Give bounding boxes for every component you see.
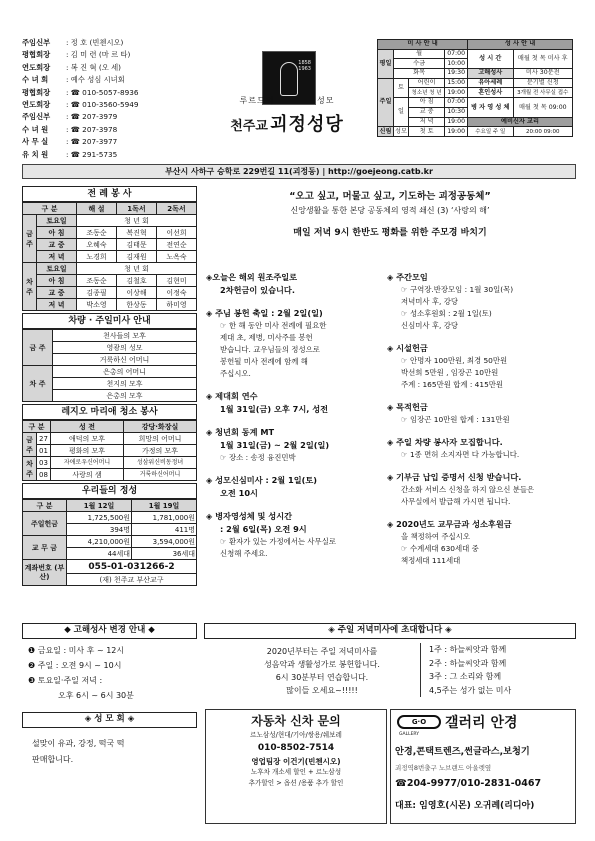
mass-schedule-table bbox=[377, 39, 573, 137]
car-ad-brands: 르노삼성/현대/기아/쌍용/쉐보레 bbox=[250, 731, 342, 739]
lourdes-caption bbox=[222, 95, 352, 106]
address-bar: 부산시 사하구 승학로 229번길 11(괴정동) | http://goejeong.catb.kr bbox=[22, 164, 576, 179]
notice-line: 2차헌금이 있습니다. bbox=[220, 285, 295, 295]
headline-quote: “오고 싶고, 머물고 싶고, 기도하는 괴정공동체” bbox=[289, 191, 491, 202]
cleaning-next-week-label: 차 주 bbox=[23, 457, 37, 481]
notice-item bbox=[387, 436, 577, 461]
notice-detail: 주계 : 165만원 합계 : 415만원 bbox=[401, 380, 504, 389]
notice-line: 1월 31일(금) 오후 7시, 성전 bbox=[220, 404, 329, 414]
staff-row bbox=[22, 99, 197, 111]
weekday-time-0: 07:00 bbox=[445, 49, 468, 59]
sun-mass-name-1: 교 중 bbox=[408, 107, 444, 117]
invite-line: 많이들 오세요~!!!!! bbox=[286, 686, 358, 695]
staff-row bbox=[22, 49, 197, 61]
notice-item bbox=[206, 474, 381, 500]
notice-item bbox=[387, 518, 577, 567]
headline-main: 매일 저녁 9시 한반도 평화를 위한 주모경 바치기 bbox=[293, 228, 487, 238]
notice-line: 1월 31일(금) ~ 2월 2일(일) bbox=[220, 440, 330, 450]
liturgy-cell: 김종필 bbox=[77, 287, 117, 299]
notice-item bbox=[206, 510, 381, 560]
liturgy-sat-value: 청 년 회 bbox=[77, 263, 197, 275]
confession-change-title: ◆ 고해성사 변경 안내 ◆ bbox=[22, 623, 197, 639]
staff-role: 주임신부 bbox=[22, 112, 51, 122]
confession-line: 오후 6시 ~ 6시 30분 bbox=[58, 691, 134, 700]
liturgy-cell: 김재원 bbox=[117, 251, 157, 263]
vehicle-line: 천지의 모후 bbox=[53, 378, 197, 390]
sun-mass-time-2: 19:00 bbox=[445, 117, 468, 127]
notice-item bbox=[206, 390, 381, 416]
gallery-owners: 대표: 임영호(시몬) 오귀례(리디아) bbox=[395, 801, 535, 811]
vehicle-next-week-label: 차 주 bbox=[23, 366, 53, 402]
finance-count: 394명 bbox=[67, 524, 132, 536]
liturgy-row-name: 저 녁 bbox=[37, 251, 77, 263]
confession-change-body bbox=[22, 639, 197, 707]
mothers-society-title: ◈ 성 모 회 ◈ bbox=[22, 712, 197, 728]
cleaning-col-1: 성 전 bbox=[51, 421, 124, 433]
cleaning-col-0: 구 분 bbox=[23, 421, 51, 433]
vehicle-table bbox=[22, 329, 197, 402]
liturgy-col-2: 1독서 bbox=[117, 203, 157, 215]
staff-row bbox=[22, 111, 197, 123]
cleaning-cell: 거룩하신어머니 bbox=[124, 469, 197, 481]
notice-item bbox=[206, 271, 381, 297]
account-holder: (재) 천주교 부산교구 bbox=[67, 574, 197, 586]
notice-detail: ☞ 임장곤 10만원 합계 : 131만원 bbox=[401, 415, 510, 424]
sunday-day-label: 일 bbox=[394, 98, 409, 127]
sacrament-info-2: 분기별 신청 bbox=[513, 78, 572, 88]
confession-line: ❶ 금요일 : 미사 후 ~ 12시 bbox=[28, 646, 125, 655]
notice-item bbox=[206, 426, 381, 464]
sun-mass-time-0: 07:00 bbox=[445, 98, 468, 108]
staff-row bbox=[22, 149, 197, 161]
gallery-title: 갤러리 안경 bbox=[445, 715, 518, 731]
notice-title: ◈ 주님 봉헌 축일 : 2월 2일(일) bbox=[206, 308, 323, 318]
invite-title: ◈ 주일 저녁미사에 초대합니다 ◈ bbox=[204, 623, 576, 639]
liturgy-cell: 김철호 bbox=[117, 275, 157, 287]
notice-title: ◈ 제대회 연수 bbox=[206, 391, 258, 401]
finance-col-2: 1월 19일 bbox=[132, 500, 197, 512]
staff-row bbox=[22, 37, 197, 49]
liturgy-cell: 조동순 bbox=[77, 275, 117, 287]
notice-detail: 신심미사 후, 강당 bbox=[401, 321, 459, 330]
mothers-society-box bbox=[22, 712, 197, 776]
notice-title: ◈ 기부금 납입 증명서 신청 받습니다. bbox=[387, 472, 522, 482]
staff-role: 연도회장 bbox=[22, 62, 51, 72]
notice-title: ◈ 주일 차량 봉사자 모집합니다. bbox=[387, 437, 503, 447]
invite-line: 2020년부터는 주일 저녁미사를 bbox=[266, 647, 378, 656]
finance-table bbox=[22, 499, 197, 586]
staff-role: 수 녀 원 bbox=[22, 124, 49, 134]
liturgy-cell: 박소영 bbox=[77, 299, 117, 311]
staff-row bbox=[22, 124, 197, 136]
confession-line: ❸ 토요일·주일 저녁 : bbox=[28, 676, 103, 685]
car-dealer-ad bbox=[205, 709, 387, 824]
staff-value: : ☎ 291-5735 bbox=[66, 149, 118, 159]
mothers-society-body bbox=[22, 728, 197, 776]
liturgy-row-name: 교 중 bbox=[37, 287, 77, 299]
liturgy-cell: 김태문 bbox=[117, 239, 157, 251]
weekday-label: 평일 bbox=[378, 49, 394, 78]
notice-detail: ☞ 장소 : 송정 융진민박 bbox=[220, 453, 296, 462]
weekday-time-2: 19:30 bbox=[445, 69, 468, 79]
devotion-time: 19:00 bbox=[445, 127, 468, 137]
notice-item bbox=[387, 342, 577, 391]
vehicle-title: 차량 · 주일미사 안내 bbox=[22, 313, 197, 329]
sacrament-info-4: 매월 첫 목 09:00 bbox=[513, 98, 572, 117]
finance-amount: 4,210,000원 bbox=[67, 536, 132, 548]
staff-value: : ☎ 010-3560-5949 bbox=[66, 100, 139, 110]
logo-year-bottom: 1963 bbox=[298, 66, 311, 72]
staff-role: 사 무 실 bbox=[22, 137, 49, 147]
liturgy-col-1: 해 설 bbox=[77, 203, 117, 215]
liturgy-sat-name: 토요일 bbox=[37, 215, 77, 227]
cleaning-cell: 자애로우신어머니 bbox=[51, 457, 124, 469]
notice-detail: 책정세대 111세대 bbox=[401, 556, 461, 565]
notice-detail: ☞ 환자가 있는 가정에서는 사무실로 bbox=[220, 537, 336, 546]
liturgy-sat-value: 청 년 회 bbox=[77, 215, 197, 227]
finance-col-1: 1월 12일 bbox=[67, 500, 132, 512]
cleaning-table bbox=[22, 420, 197, 481]
cleaning-no: 08 bbox=[37, 469, 51, 481]
staff-role: 평협회장 bbox=[22, 87, 51, 97]
car-ad-manager: 영업팀장 이건기(빈첸시오) bbox=[251, 757, 341, 766]
liturgy-cell: 전연순 bbox=[157, 239, 197, 251]
sat-mass-time-1: 19:00 bbox=[445, 88, 468, 98]
devotion-sub: 성모 bbox=[395, 127, 407, 135]
notice-title: ◈오늘은 해외 원조주일로 bbox=[206, 272, 298, 282]
logo-years bbox=[298, 60, 311, 72]
optician-ad bbox=[390, 709, 576, 824]
cleaning-cell: 사랑의 샘 bbox=[51, 469, 124, 481]
sun-mass-name-0: 아 침 bbox=[408, 98, 444, 108]
news-right-column bbox=[387, 271, 577, 577]
notice-title: ◈ 병자영성체 및 성시간 bbox=[206, 511, 293, 521]
parish-prefix: 천주교 bbox=[230, 119, 268, 134]
vehicle-line: 은총의 어머니 bbox=[53, 366, 197, 378]
liturgy-col-0: 구 분 bbox=[23, 203, 77, 215]
finance-col-0: 구 분 bbox=[23, 500, 67, 512]
staff-value: : ☎ 207-3978 bbox=[66, 124, 118, 134]
saturday-label: 토 bbox=[394, 78, 409, 97]
sun-mass-time-1: 10:30 bbox=[445, 107, 468, 117]
invite-week: 2주 : 하늘씨앗과 함께 bbox=[429, 658, 507, 668]
notice-detail: 봉헌될 미사 전례에 함께 해 bbox=[220, 357, 308, 366]
vehicle-line: 천사들의 모후 bbox=[53, 330, 197, 342]
notice-detail: ☞ 구역장.반장모임 : 1월 30일(목) bbox=[401, 285, 514, 294]
devotion-label: 신림 bbox=[378, 127, 394, 137]
notice-detail: ☞ 안명자 100만원, 최경 50만원 bbox=[401, 356, 508, 365]
sunday-label: 주일 bbox=[378, 78, 394, 126]
catechumen-time: 20:00 09:00 bbox=[513, 127, 572, 137]
gallery-products: 안경,콘택트렌즈,썬글라스,보청기 bbox=[395, 746, 530, 757]
notice-detail: 박선희 5만원 , 임장곤 10만원 bbox=[401, 368, 499, 377]
sacrament-info-1: 미사 30분전 bbox=[513, 69, 572, 79]
our-lady-figure-icon bbox=[280, 62, 298, 96]
sacrament-name-0: 성 시 간 bbox=[468, 49, 513, 68]
liturgy-cell: 복진혁 bbox=[117, 227, 157, 239]
invite-week: 4,5주는 성가 없는 미사 bbox=[429, 685, 512, 695]
weekday-day-0: 월 bbox=[394, 49, 445, 59]
catechumen-day: 수요일 주 일 bbox=[468, 127, 513, 137]
confession-line: ❷ 주일 : 오전 9시 ~ 10시 bbox=[28, 661, 122, 670]
cleaning-cell: 가정의 모후 bbox=[124, 445, 197, 457]
notice-detail: 저녁미사 후, 강당 bbox=[401, 297, 459, 306]
staff-value: : 복 진 혁 (오 세) bbox=[66, 62, 121, 72]
parish-title: 괴정성당 bbox=[270, 114, 344, 135]
cleaning-cell: 성삼위신비동정녀 bbox=[124, 457, 197, 469]
notice-item bbox=[387, 401, 577, 426]
invite-line: 6시 30분부터 연습합니다. bbox=[275, 673, 369, 682]
gallery-logo-sub: GALLERY bbox=[399, 732, 420, 737]
liturgy-cell: 이정숙 bbox=[157, 287, 197, 299]
liturgy-table bbox=[22, 202, 197, 311]
cleaning-cell: 평화의 모후 bbox=[51, 445, 124, 457]
logo-year-top: 1858 bbox=[298, 60, 311, 66]
liturgy-cell: 조동순 bbox=[77, 227, 117, 239]
finance-count: 44세대 bbox=[67, 548, 132, 560]
weekday-time-1: 10:00 bbox=[445, 59, 468, 69]
mass-guide-header: 미 사 안 내 bbox=[378, 40, 468, 50]
sat-mass-time-0: 15:00 bbox=[445, 78, 468, 88]
invite-right bbox=[420, 643, 570, 697]
liturgy-cell: 하미영 bbox=[157, 299, 197, 311]
staff-directory bbox=[22, 37, 197, 161]
liturgy-cell: 이선희 bbox=[157, 227, 197, 239]
staff-value: : 예수 성심 시녀회 bbox=[66, 75, 125, 85]
weekday-day-1: 수금 bbox=[394, 59, 445, 69]
finance-amount: 3,594,000원 bbox=[132, 536, 197, 548]
liturgy-sat-name: 토요일 bbox=[37, 263, 77, 275]
cleaning-no: 03 bbox=[37, 457, 51, 469]
finance-amount: 1,725,500원 bbox=[67, 512, 132, 524]
cleaning-title: 레지오 마리애 청소 봉사 bbox=[22, 404, 197, 420]
liturgy-col-3: 2독서 bbox=[157, 203, 197, 215]
sacrament-info-0: 매월 첫 목 미사 후 bbox=[513, 49, 572, 68]
gallery-logo: G·O bbox=[397, 715, 441, 729]
staff-value: : ☎ 207-3979 bbox=[66, 112, 118, 122]
notice-item bbox=[387, 271, 577, 332]
sacrament-name-4: 병 자 영 성 체 bbox=[468, 98, 513, 117]
notice-detail: 사무실에서 발급해 가시면 됩니다. bbox=[401, 497, 511, 506]
staff-value: : 김 미 련 (마 르 타) bbox=[66, 50, 131, 60]
liturgy-cell: 노경희 bbox=[77, 251, 117, 263]
liturgy-cell: 오혜숙 bbox=[77, 239, 117, 251]
staff-role: 수 녀 회 bbox=[22, 75, 49, 85]
finance-row-name: 교 무 금 bbox=[23, 536, 67, 560]
notice-detail: 주십시오. bbox=[220, 369, 251, 378]
liturgy-row-name: 교 중 bbox=[37, 239, 77, 251]
invite-left bbox=[222, 645, 422, 697]
mothers-society-line: 판매합니다. bbox=[32, 755, 74, 764]
news-left-column bbox=[206, 271, 381, 570]
cleaning-cell: 희망의 어머니 bbox=[124, 433, 197, 445]
liturgy-row-name: 아 침 bbox=[37, 275, 77, 287]
car-ad-note-1: 노후차 개소세 할인 + 르노삼성 bbox=[250, 768, 342, 776]
cleaning-no: 01 bbox=[37, 445, 51, 457]
notice-title: ◈ 2020년도 교무금과 성소후원금 bbox=[387, 519, 512, 529]
headline-block bbox=[204, 190, 576, 240]
liturgy-cell: 한상동 bbox=[117, 299, 157, 311]
cleaning-no: 27 bbox=[37, 433, 51, 445]
finance-row-name: 주일헌금 bbox=[23, 512, 67, 536]
finance-amount: 1,781,000원 bbox=[132, 512, 197, 524]
notice-detail: 신청해 주세요. bbox=[220, 549, 268, 558]
weekday-day-2: 화목 bbox=[394, 69, 445, 79]
liturgy-cell: 이상해 bbox=[117, 287, 157, 299]
sat-mass-name-1: 청소년 청 년 bbox=[408, 88, 444, 98]
sacrament-guide-header: 성 사 안 내 bbox=[468, 40, 573, 50]
headline-sub: 신앙생활을 통한 본당 공동체의 영적 쇄신 (3) ‘사랑의 해’ bbox=[290, 206, 490, 215]
gallery-location: 괴정역8번출구 노브랜드 아울렛옆 bbox=[395, 764, 492, 772]
notice-detail: 제대 초, 제병, 미사주를 봉헌 bbox=[220, 333, 313, 342]
staff-role: 유 치 원 bbox=[22, 149, 49, 159]
staff-role: 연도회장 bbox=[22, 100, 51, 110]
liturgy-row-name: 저 녁 bbox=[37, 299, 77, 311]
notice-line: 오전 10시 bbox=[220, 488, 258, 498]
sacrament-name-2: 유아세례 bbox=[468, 78, 513, 88]
staff-value: : ☎ 010-5057-8936 bbox=[66, 87, 139, 97]
sacrament-name-3: 혼인성사 bbox=[468, 88, 513, 98]
liturgy-cell: 노옥숙 bbox=[157, 251, 197, 263]
sat-mass-name-0: 어린이 bbox=[408, 78, 444, 88]
notice-item bbox=[387, 471, 577, 508]
notice-detail: 간소화 서비스 신청을 하지 않으신 분들은 bbox=[401, 485, 535, 494]
liturgy-this-week-label: 금 주 bbox=[23, 215, 37, 263]
notice-detail: ☞ 한 해 동안 미사 전례에 필요한 bbox=[220, 321, 327, 330]
staff-row bbox=[22, 74, 197, 86]
notice-title: ◈ 청년회 동계 MT bbox=[206, 427, 275, 437]
notice-line: : 2월 6일(목) 오전 9시 bbox=[220, 524, 307, 534]
sacrament-info-3: 3개월 전 사무실 접수 bbox=[513, 88, 572, 98]
evening-mass-invite bbox=[204, 623, 576, 703]
notice-title: ◈ 주간모임 bbox=[387, 272, 428, 282]
notice-title: ◈ 성모신심미사 : 2월 1일(토) bbox=[206, 475, 318, 485]
vehicle-this-week-label: 금 주 bbox=[23, 330, 53, 366]
staff-row bbox=[22, 136, 197, 148]
cleaning-this-week-label: 금 주 bbox=[23, 433, 37, 457]
car-ad-title: 자동차 신차 문의 bbox=[251, 714, 341, 728]
staff-value: : ☎ 207-3977 bbox=[66, 137, 118, 147]
confession-change-box bbox=[22, 623, 197, 707]
notice-title: ◈ 시설헌금 bbox=[387, 343, 428, 353]
notice-detail: ☞ 성소후원회 : 2월 1일(토) bbox=[401, 309, 492, 318]
sacrament-name-1: 고해성사 bbox=[468, 69, 513, 79]
catechumen-header: 예비신자 교리 bbox=[468, 117, 573, 127]
cleaning-col-2: 강당·화장실 bbox=[124, 421, 197, 433]
mothers-society-line: 설맞이 유과, 강정, 떡국 떡 bbox=[32, 739, 125, 748]
invite-line: 성음악과 생활성가로 봉헌합니다. bbox=[264, 660, 380, 669]
staff-row bbox=[22, 87, 197, 99]
liturgy-cell: 김현미 bbox=[157, 275, 197, 287]
finance-count: 411명 bbox=[132, 524, 197, 536]
finance-title: 우리들의 정성 bbox=[22, 483, 197, 499]
vehicle-line: 거룩하신 어머니 bbox=[53, 354, 197, 366]
staff-role: 평협회장 bbox=[22, 50, 51, 60]
account-label: 계좌번호 (부산) bbox=[23, 560, 67, 586]
car-ad-note-2: 추가할인 > 옵션 /용품 추가 할인 bbox=[248, 779, 344, 787]
liturgy-row-name: 아 침 bbox=[37, 227, 77, 239]
devotion-day: 첫 토 bbox=[408, 127, 444, 137]
liturgy-next-week-label: 차 주 bbox=[23, 263, 37, 311]
finance-count: 36세대 bbox=[132, 548, 197, 560]
vehicle-line: 영광의 성모 bbox=[53, 342, 197, 354]
car-ad-phone: 010-8502-7514 bbox=[257, 743, 335, 753]
lourdes-text: 루르드의 bbox=[239, 96, 275, 105]
vehicle-line: 은총의 모후 bbox=[53, 390, 197, 402]
notice-title: ◈ 목적헌금 bbox=[387, 402, 428, 412]
left-column bbox=[22, 186, 197, 586]
notice-detail: ☞ 1종 면허 소지자면 다 가능합니다. bbox=[401, 450, 520, 459]
cleaning-cell: 애덕의 모후 bbox=[51, 433, 124, 445]
invite-week: 1주 : 하늘씨앗과 함께 bbox=[429, 645, 507, 654]
mother-text: 성모 bbox=[316, 96, 335, 105]
notice-detail: 받습니다. 교우님들의 정성으로 bbox=[220, 345, 320, 354]
liturgy-title: 전 례 봉 사 bbox=[22, 186, 197, 202]
invite-week: 3주 : 그 소리와 함께 bbox=[429, 672, 502, 681]
parish-name bbox=[212, 110, 362, 136]
notice-detail: ☞ 수계세대 630세대 중 bbox=[401, 544, 479, 553]
notice-detail: 을 책정하여 주십시오 bbox=[401, 532, 470, 541]
account-number: 055-01-031266-2 bbox=[67, 560, 197, 574]
gallery-phone: ☎204-9977/010-2831-0467 bbox=[395, 778, 542, 789]
staff-value: : 정 호 (빈첸시오) bbox=[66, 38, 124, 47]
staff-row bbox=[22, 62, 197, 74]
notice-item bbox=[206, 307, 381, 380]
staff-role: 주임신부 bbox=[22, 38, 51, 47]
sun-mass-name-2: 저 녁 bbox=[408, 117, 444, 127]
